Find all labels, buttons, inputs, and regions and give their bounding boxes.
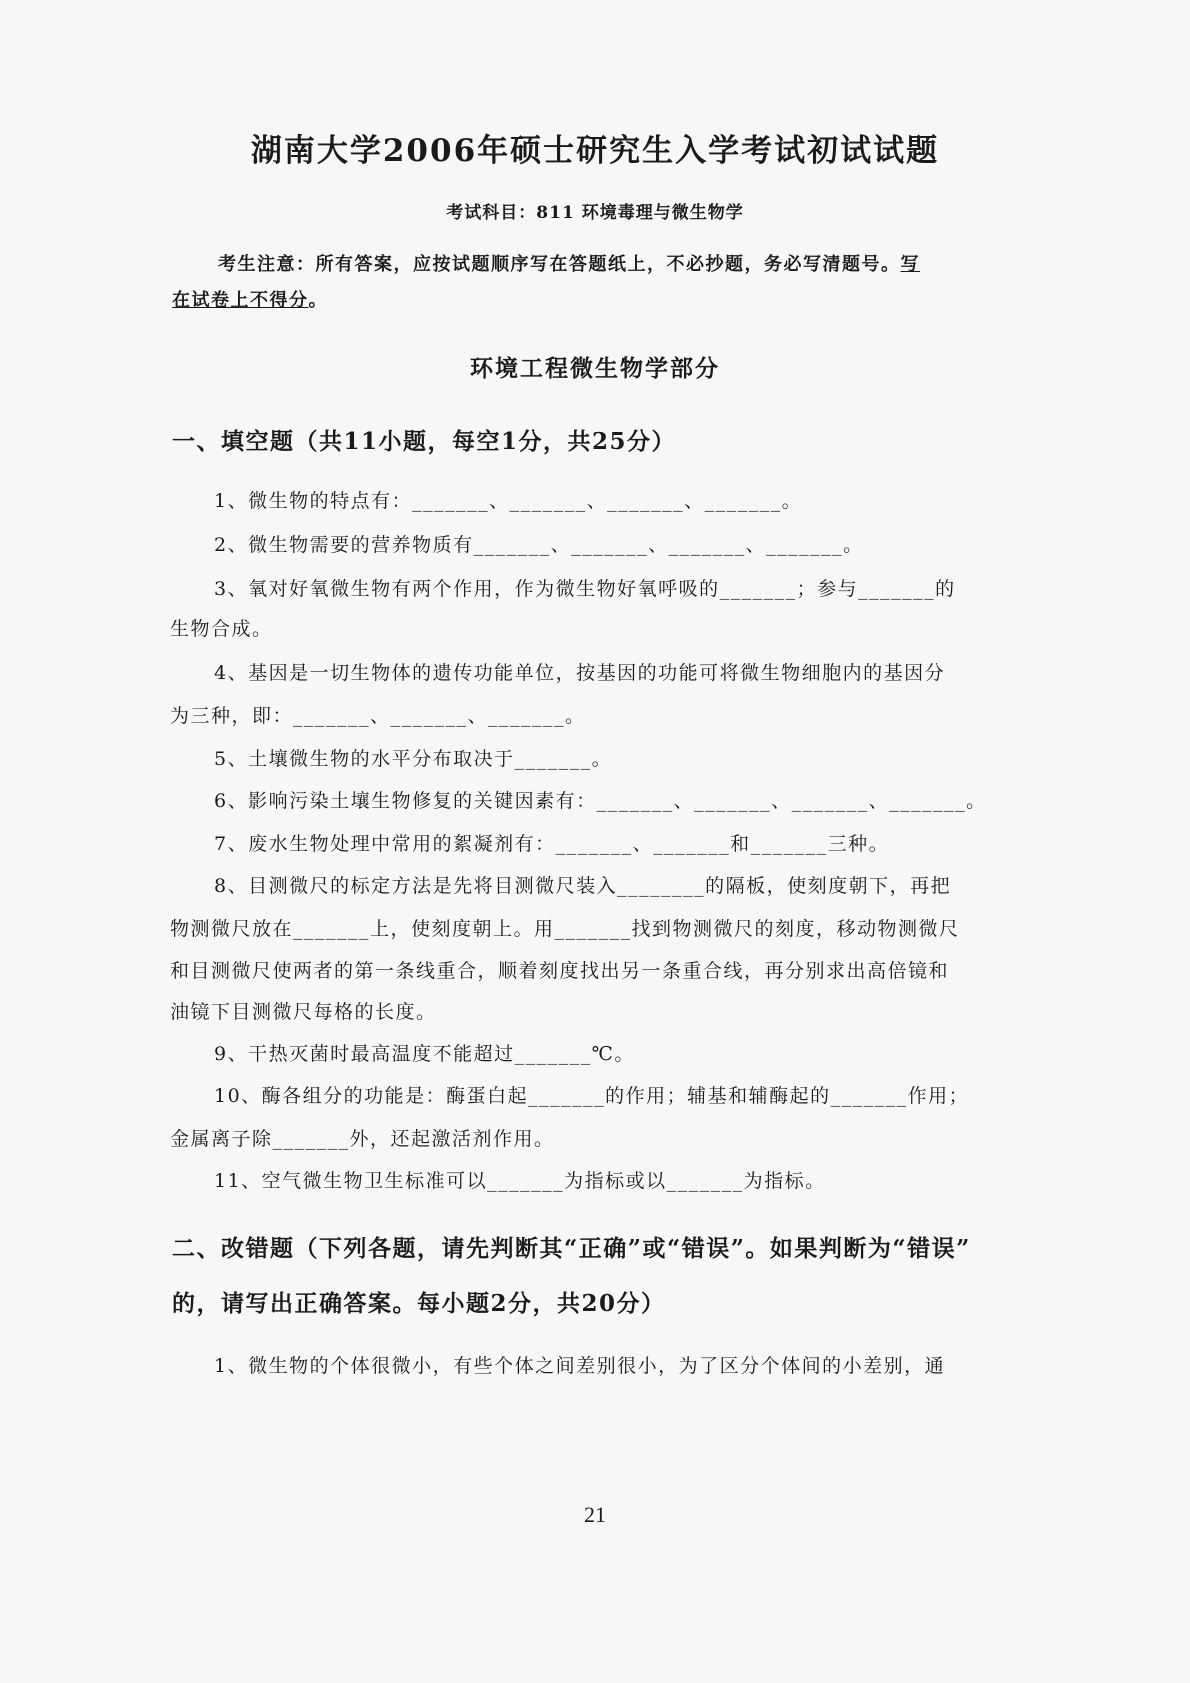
part2-heading-line-1: 二、改错题（下列各题，请先判断其“正确”或“错误”。如果判断为“错误” <box>172 1235 971 1262</box>
question-line: 和目测微尺使两者的第一条线重合，顺着刻度找出另一条重合线，再分别求出高倍镜和 <box>170 960 950 982</box>
question-line: 10、酶各组分的功能是：酶蛋白起_______的作用；辅基和辅酶起的_______作用； <box>214 1085 970 1107</box>
question-line: 物测微尺放在_______上，使刻度朝上。用_______找到物测微尺的刻度，移动物测微尺 <box>170 918 960 940</box>
notice-line-1 <box>218 250 920 276</box>
question-line: 7、废水生物处理中常用的絮凝剂有：_______、_______和_______三种。 <box>214 833 890 855</box>
question-line: 8、目测微尺的标定方法是先将目测微尺装入________的隔板，使刻度朝下，再把 <box>214 875 952 897</box>
part1-heading: 一、填空题（共11小题，每空1分，共25分） <box>172 428 677 455</box>
question-line: 2、微生物需要的营养物质有_______、_______、_______、_______。 <box>214 534 864 556</box>
exam-subject: 考试科目：811 环境毒理与微生物学 <box>446 203 744 223</box>
notice-line-2 <box>172 286 328 312</box>
question-line: 3、氧对好氧微生物有两个作用，作为微生物好氧呼吸的_______；参与_______的 <box>214 578 956 600</box>
question-line: 6、影响污染土壤生物修复的关键因素有：_______、_______、_______、_______。 <box>214 790 987 812</box>
notice-text: 考生注意：所有答案，应按试题顺序写在答题纸上，不必抄题，务必写清题号。 <box>218 254 901 275</box>
notice-underlined: 写 <box>900 254 920 275</box>
question-line: 5、土壤微生物的水平分布取决于_______。 <box>214 748 613 770</box>
question-line: 金属离子除_______外，还起激活剂作用。 <box>170 1128 555 1150</box>
question-line: 油镜下目测微尺每格的长度。 <box>170 1001 437 1023</box>
section-title: 环境工程微生物学部分 <box>470 355 720 382</box>
question-line: 11、空气微生物卫生标准可以_______为指标或以_______为指标。 <box>214 1170 826 1192</box>
page-number: 21 <box>584 1502 606 1527</box>
question-line: 1、微生物的个体很微小，有些个体之间差别很小，为了区分个体间的小差别，通 <box>214 1355 946 1377</box>
notice-underlined-2: 在试卷上不得分 <box>172 290 309 311</box>
question-line: 4、基因是一切生物体的遗传功能单位，按基因的功能可将微生物细胞内的基因分 <box>214 662 946 684</box>
question-line: 生物合成。 <box>170 618 273 640</box>
exam-title: 湖南大学2006年硕士研究生入学考试初试试题 <box>250 133 940 169</box>
notice-end: 。 <box>308 290 328 311</box>
question-line: 为三种，即：_______、_______、_______。 <box>170 705 586 727</box>
question-line: 1、微生物的特点有：_______、_______、_______、_______。 <box>214 490 803 512</box>
part2-heading-line-2: 的，请写出正确答案。每小题2分，共20分） <box>172 1290 666 1317</box>
question-line: 9、干热灭菌时最高温度不能超过_______℃。 <box>214 1043 635 1065</box>
